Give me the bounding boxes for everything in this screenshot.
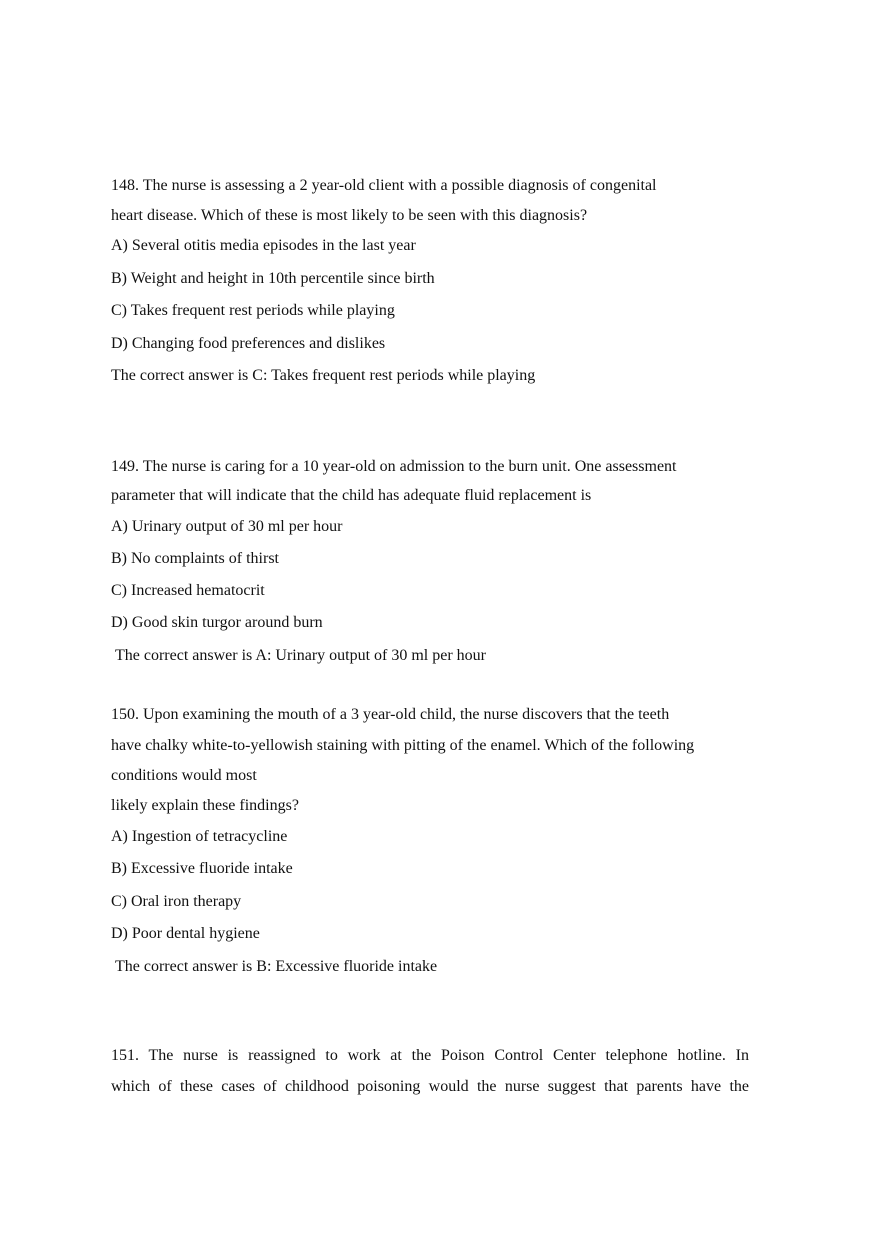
- correct-answer: The correct answer is C: Takes frequent rest periods while playing: [111, 367, 536, 384]
- question-stem-line: 149. The nurse is caring for a 10 year-old on admission to the burn unit. One assessment: [111, 458, 677, 475]
- answer-option-b: B) Excessive fluoride intake: [111, 860, 293, 877]
- answer-option-c: C) Takes frequent rest periods while playing: [111, 302, 395, 319]
- question-stem-line: parameter that will indicate that the child has adequate fluid replacement is: [111, 487, 592, 504]
- correct-answer: The correct answer is B: Excessive fluoride intake: [115, 958, 438, 975]
- question-stem-line: heart disease. Which of these is most likely to be seen with this diagnosis?: [111, 207, 588, 224]
- question-stem-line: which of these cases of childhood poisoning would the nurse suggest that parents have the: [111, 1078, 749, 1095]
- answer-option-c: C) Increased hematocrit: [111, 582, 265, 599]
- question-stem-line: likely explain these findings?: [111, 797, 299, 814]
- answer-option-d: D) Poor dental hygiene: [111, 925, 260, 942]
- answer-option-d: D) Changing food preferences and dislikes: [111, 335, 386, 352]
- question-stem-line: conditions would most: [111, 767, 257, 784]
- correct-answer: The correct answer is A: Urinary output of 30 ml per hour: [115, 647, 487, 664]
- answer-option-d: D) Good skin turgor around burn: [111, 614, 323, 631]
- question-stem-line: 151. The nurse is reassigned to work at the Poison Control Center telephone hotline. In: [111, 1047, 749, 1064]
- answer-option-a: A) Urinary output of 30 ml per hour: [111, 518, 343, 535]
- answer-option-b: B) No complaints of thirst: [111, 550, 279, 567]
- question-stem-line: 148. The nurse is assessing a 2 year-old client with a possible diagnosis of congenital: [111, 177, 657, 194]
- answer-option-a: A) Ingestion of tetracycline: [111, 828, 288, 845]
- answer-option-b: B) Weight and height in 10th percentile since birth: [111, 270, 435, 287]
- answer-option-a: A) Several otitis media episodes in the last year: [111, 237, 416, 254]
- question-stem-line: have chalky white-to-yellowish staining with pitting of the enamel. Which of the following: [111, 737, 695, 754]
- answer-option-c: C) Oral iron therapy: [111, 893, 242, 910]
- question-stem-line: 150. Upon examining the mouth of a 3 year-old child, the nurse discovers that the teeth: [111, 706, 670, 723]
